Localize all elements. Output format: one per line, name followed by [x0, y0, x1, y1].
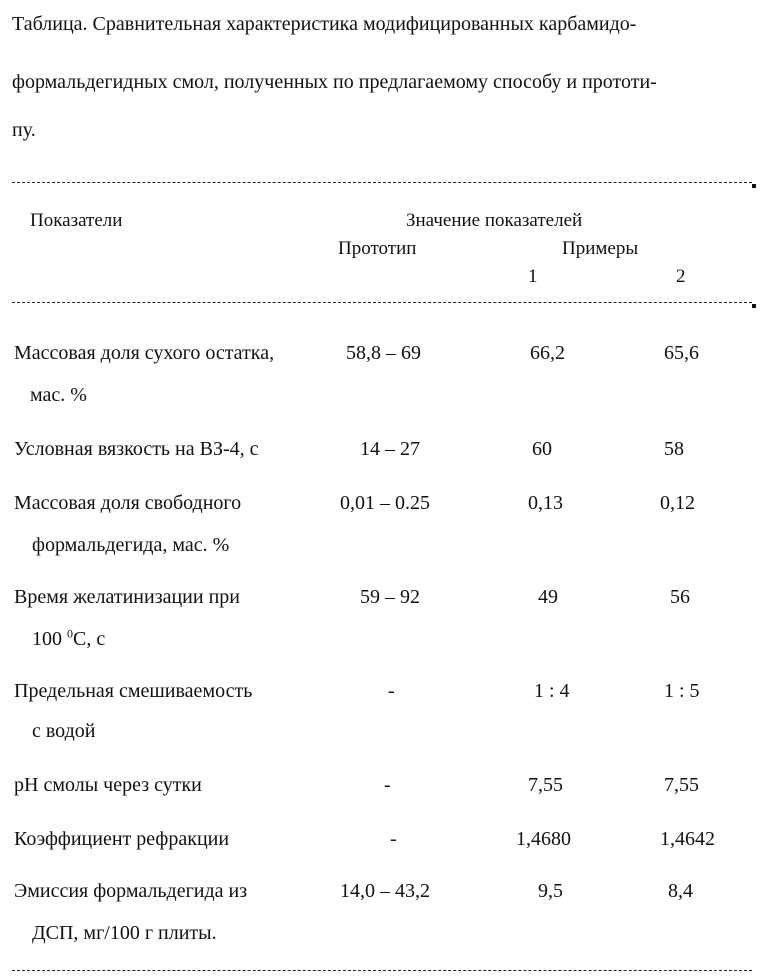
row-4-prototype: 59 – 92	[360, 586, 420, 608]
rule-end-dot	[752, 304, 756, 308]
header-example-1: 1	[528, 266, 538, 287]
row-1-example-1: 66,2	[530, 342, 565, 364]
row-8-example-1: 9,5	[538, 880, 563, 902]
row-7-example-1: 1,4680	[516, 828, 571, 850]
row-6-example-2: 7,55	[664, 774, 699, 796]
row-5-label-line-1: Предельная смешиваемость	[14, 680, 253, 702]
header-rule	[12, 302, 752, 303]
table-top-rule	[12, 182, 752, 183]
row-1-example-2: 65,6	[664, 342, 699, 364]
row-5-example-2: 1 : 5	[664, 680, 700, 702]
row-5-prototype: -	[388, 680, 395, 702]
row-6-prototype: -	[384, 774, 391, 796]
row-2-prototype: 14 – 27	[360, 438, 420, 460]
caption-line-1: Таблица. Сравнительная характеристика модифицированных карбамидо-	[12, 13, 637, 35]
row-3-example-1: 0,13	[528, 492, 563, 514]
caption-line-3: пу.	[12, 119, 36, 141]
row-3-label-line-2: формальдегида, мас. %	[32, 534, 230, 556]
row-3-example-2: 0,12	[660, 492, 695, 514]
row-4-label-line-1: Время желатинизации при	[14, 586, 240, 608]
row-5-label-line-2: с водой	[32, 720, 96, 742]
row-4-label-suffix: С, с	[73, 628, 106, 650]
row-7-prototype: -	[390, 828, 397, 850]
row-4-label-prefix: 100	[32, 628, 67, 650]
row-6-example-1: 7,55	[528, 774, 563, 796]
row-4-label-degree: 0	[67, 626, 73, 641]
row-8-label-line-1: Эмиссия формальдегида из	[14, 880, 248, 902]
row-8-prototype: 14,0 – 43,2	[340, 880, 430, 902]
table-bottom-rule	[12, 970, 752, 971]
header-example-2: 2	[676, 266, 686, 287]
row-7-label-line-1: Коэффициент рефракции	[14, 828, 230, 850]
row-3-label-line-1: Массовая доля свободного	[14, 492, 242, 514]
header-prototype: Прототип	[338, 238, 417, 259]
row-2-label-line-1: Условная вязкость на ВЗ-4, с	[14, 438, 259, 460]
row-1-prototype: 58,8 – 69	[346, 342, 421, 364]
row-6-label-line-1: рН смолы через сутки	[14, 774, 202, 796]
row-4-example-1: 49	[538, 586, 558, 608]
row-1-label-line-1: Массовая доля сухого остатка,	[14, 342, 275, 364]
row-8-example-2: 8,4	[668, 880, 693, 902]
row-2-example-2: 58	[664, 438, 684, 460]
row-8-label-line-2: ДСП, мг/100 г плиты.	[32, 922, 217, 944]
row-4-example-2: 56	[670, 586, 690, 608]
row-2-example-1: 60	[532, 438, 552, 460]
rule-end-dot	[752, 184, 756, 188]
caption-line-2: формальдегидных смол, полученных по предлагаемому способу и прототи-	[12, 71, 657, 93]
row-3-prototype: 0,01 – 0.25	[340, 492, 430, 514]
row-1-label-line-2: мас. %	[30, 384, 87, 406]
row-7-example-2: 1,4642	[660, 828, 715, 850]
row-4-label-line-2	[32, 628, 105, 651]
row-5-example-1: 1 : 4	[534, 680, 570, 702]
header-values: Значение показателей	[406, 210, 583, 231]
header-indicators: Показатели	[30, 210, 123, 231]
header-examples: Примеры	[562, 238, 639, 259]
